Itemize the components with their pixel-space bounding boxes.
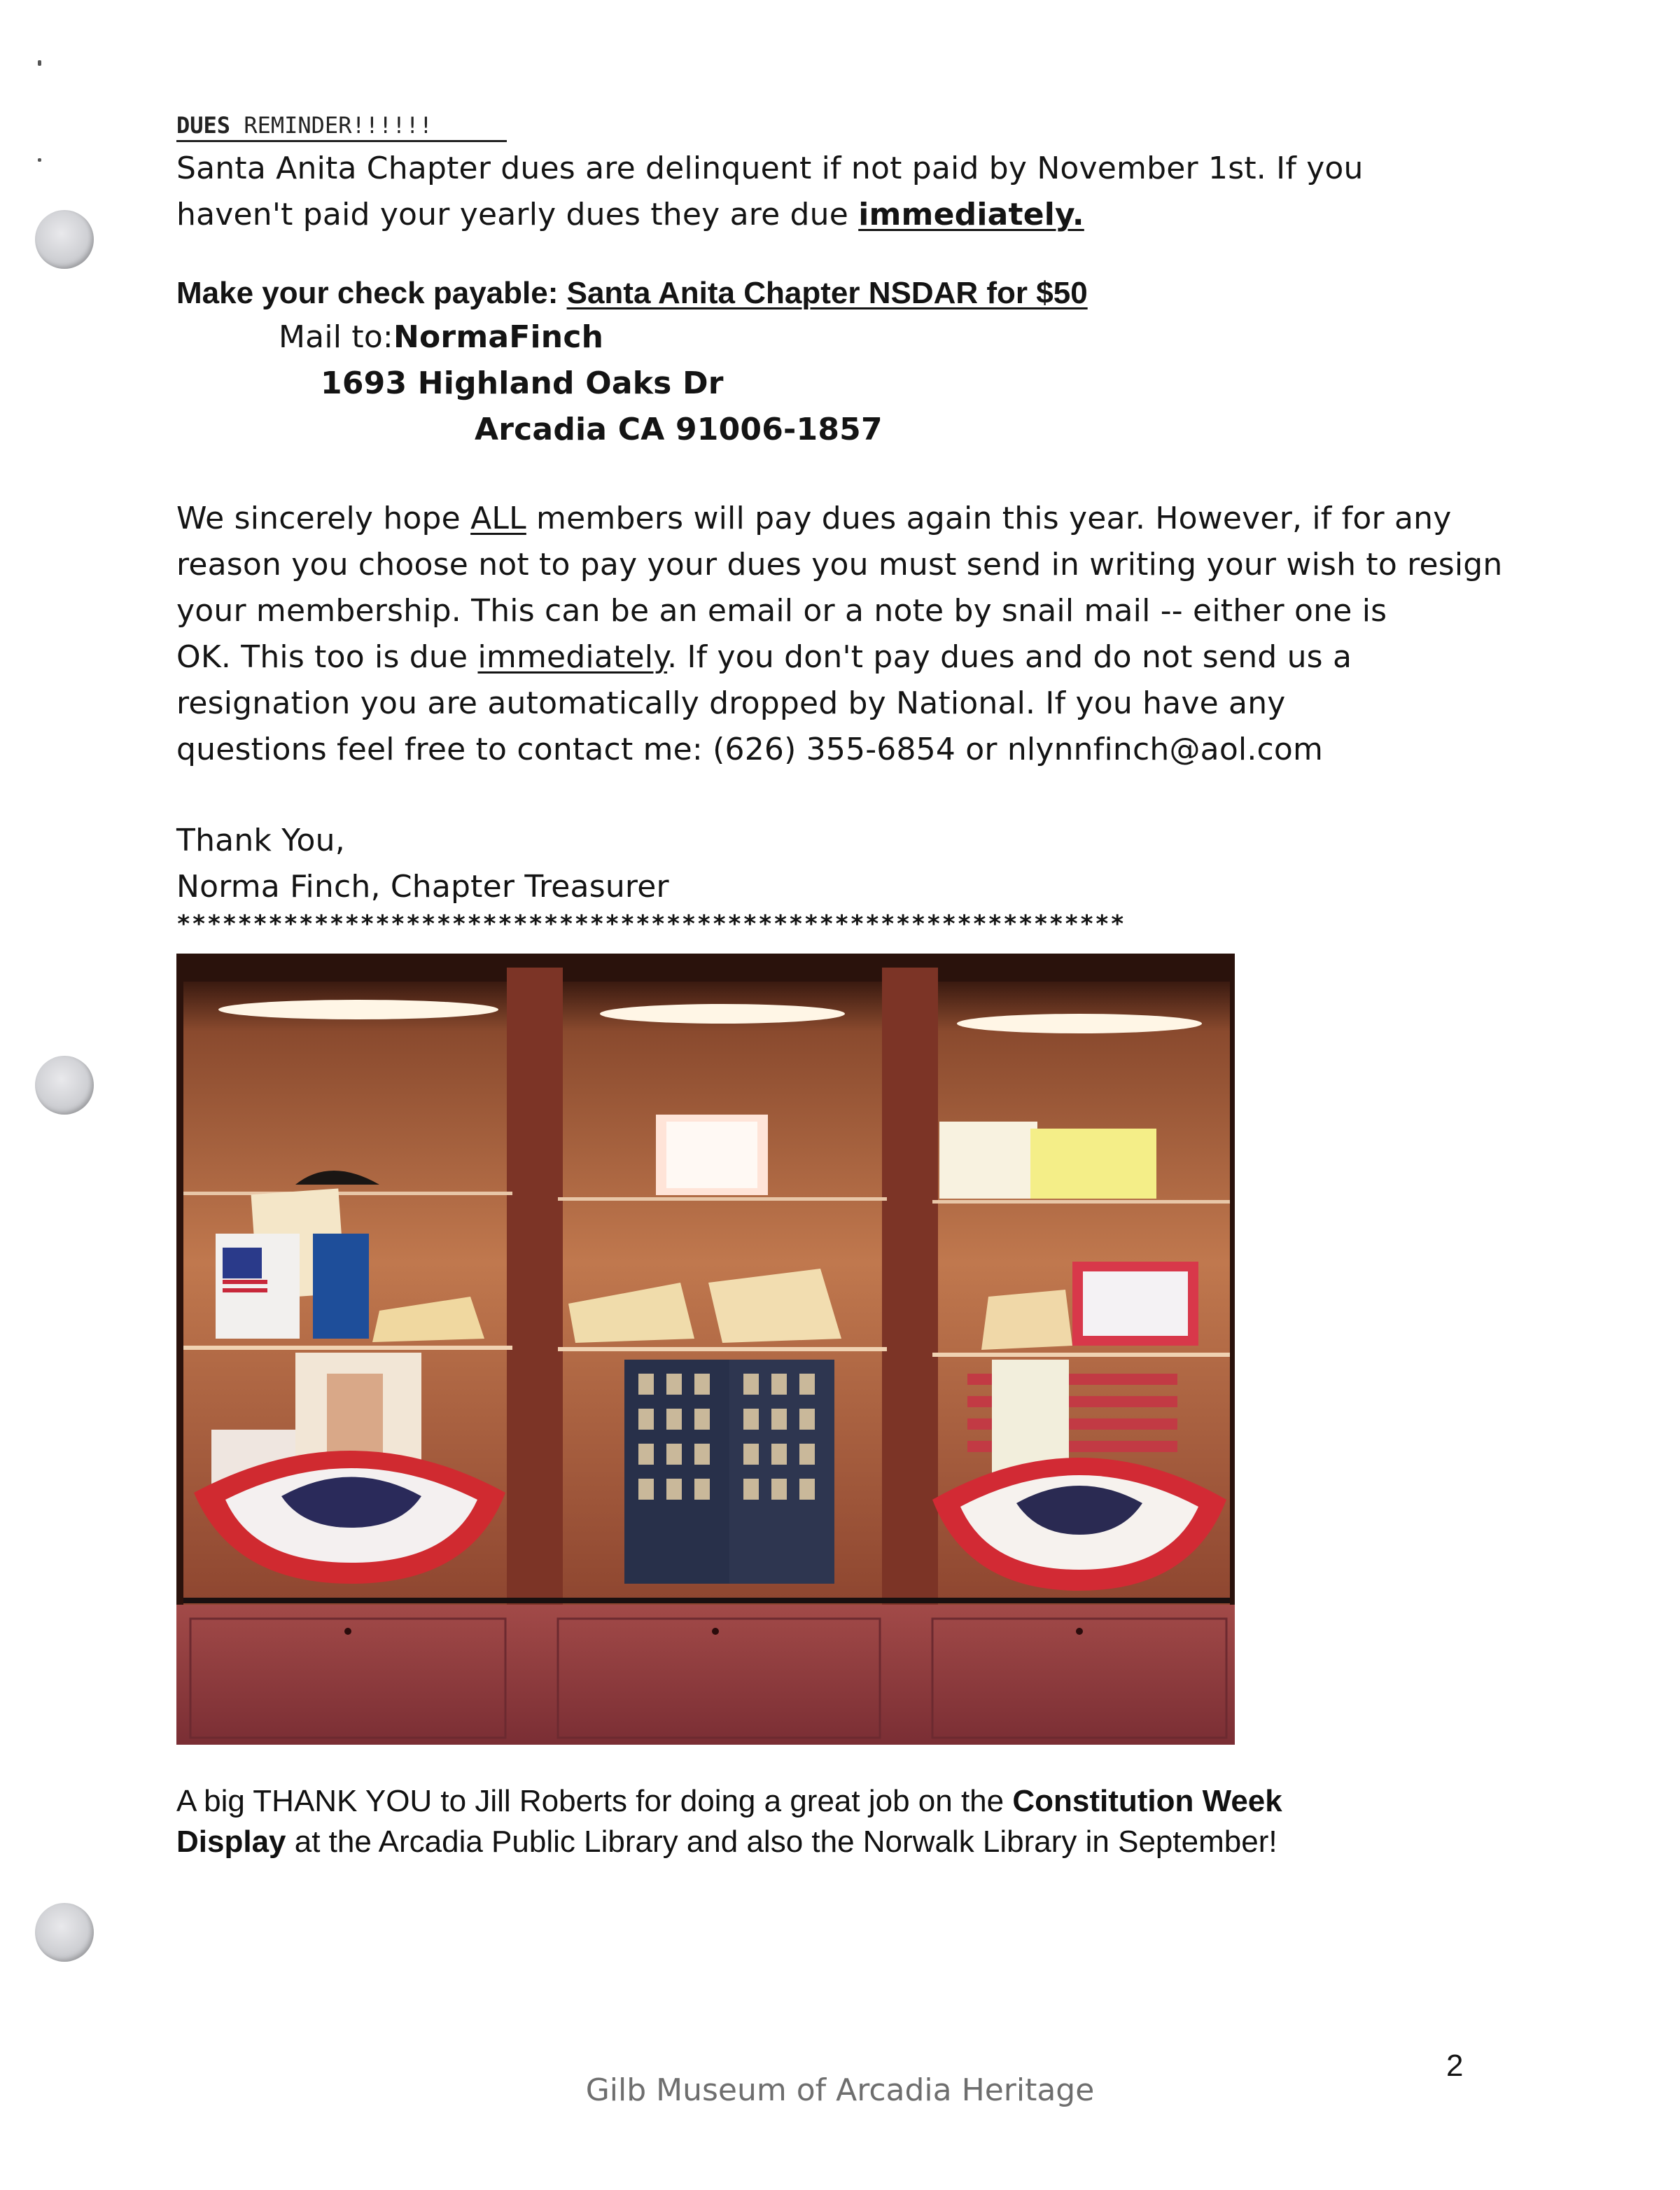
body-line-6: questions feel free to contact me: (626) 355-6854 or nlynnfinch@aol.com: [176, 732, 1324, 767]
intro-line-1: Santa Anita Chapter dues are delinquent if not paid by November 1st. If you: [176, 151, 1364, 186]
display-case-illustration: [176, 954, 1235, 1745]
display-case-photo: [176, 954, 1235, 1745]
intro-emphasis: immediately.: [858, 197, 1084, 232]
body-emphasis-all: ALL: [470, 501, 526, 536]
intro-line-2: [176, 192, 1492, 238]
caption-bold-2: Display: [176, 1825, 286, 1859]
heading-underline: [176, 140, 507, 142]
caption-bold-1: Constitution Week: [1012, 1784, 1282, 1818]
punch-hole-middle: [35, 1056, 94, 1115]
body-line-5: resignation you are automatically dropped by National. If you have any: [176, 685, 1286, 721]
scan-speck: [38, 158, 41, 162]
signature-line: Norma Finch, Chapter Treasurer: [176, 869, 669, 905]
body-line-4-post: . If you don't pay dues and do not send us a: [667, 639, 1352, 675]
mail-to-label: Mail to:: [279, 319, 393, 355]
heading-bold: DUES: [176, 112, 231, 139]
address-line-1: 1693 Highland Oaks Dr: [321, 365, 724, 401]
body-line-3: your membership. This can be an email or a note by snail mail -- either one is: [176, 593, 1387, 629]
page-number: 2: [1446, 2049, 1464, 2083]
scan-speck: [38, 60, 41, 66]
address-line-2: Arcadia CA 91006-1857: [475, 412, 883, 447]
payment-line: [176, 276, 1088, 311]
punch-hole-top: [35, 210, 94, 269]
intro-line-2-text: haven't paid your yearly dues they are due: [176, 197, 859, 232]
heading-rest: REMINDER!!!!!!: [230, 112, 433, 139]
body-line-4: [176, 634, 1492, 681]
mail-to-line: [279, 319, 603, 355]
mail-to-name: NormaFinch: [393, 319, 604, 355]
dues-reminder-heading: [176, 112, 507, 142]
asterisk-divider: **************************************************************: [176, 910, 1126, 938]
punch-hole-bottom: [35, 1903, 94, 1962]
body-line-1-pre: We sincerely hope: [176, 501, 471, 536]
body-paragraph: [176, 496, 1503, 773]
photo-caption: [176, 1781, 1436, 1862]
thank-you-line: Thank You,: [176, 823, 345, 858]
dues-intro: [176, 146, 1492, 238]
body-line-1: [176, 496, 1492, 542]
payment-payee: Santa Anita Chapter NSDAR for $50: [566, 276, 1088, 310]
payment-label: Make your check payable:: [176, 276, 567, 310]
caption-text: A big THANK YOU to Jill Roberts for doing a great job on the: [176, 1784, 1013, 1818]
footer-attribution: Gilb Museum of Arcadia Heritage: [585, 2072, 1095, 2108]
caption-text-end: at the Arcadia Public Library and also the Norwalk Library in September!: [286, 1825, 1278, 1859]
body-emphasis-immediately: immediately: [477, 639, 668, 675]
body-line-4-pre: OK. This too is due: [176, 639, 478, 675]
body-line-2: reason you choose not to pay your dues you must send in writing your wish to resign: [176, 547, 1503, 583]
body-line-1-post: members will pay dues again this year. However, if for any: [526, 501, 1452, 536]
closing: [176, 818, 1492, 910]
